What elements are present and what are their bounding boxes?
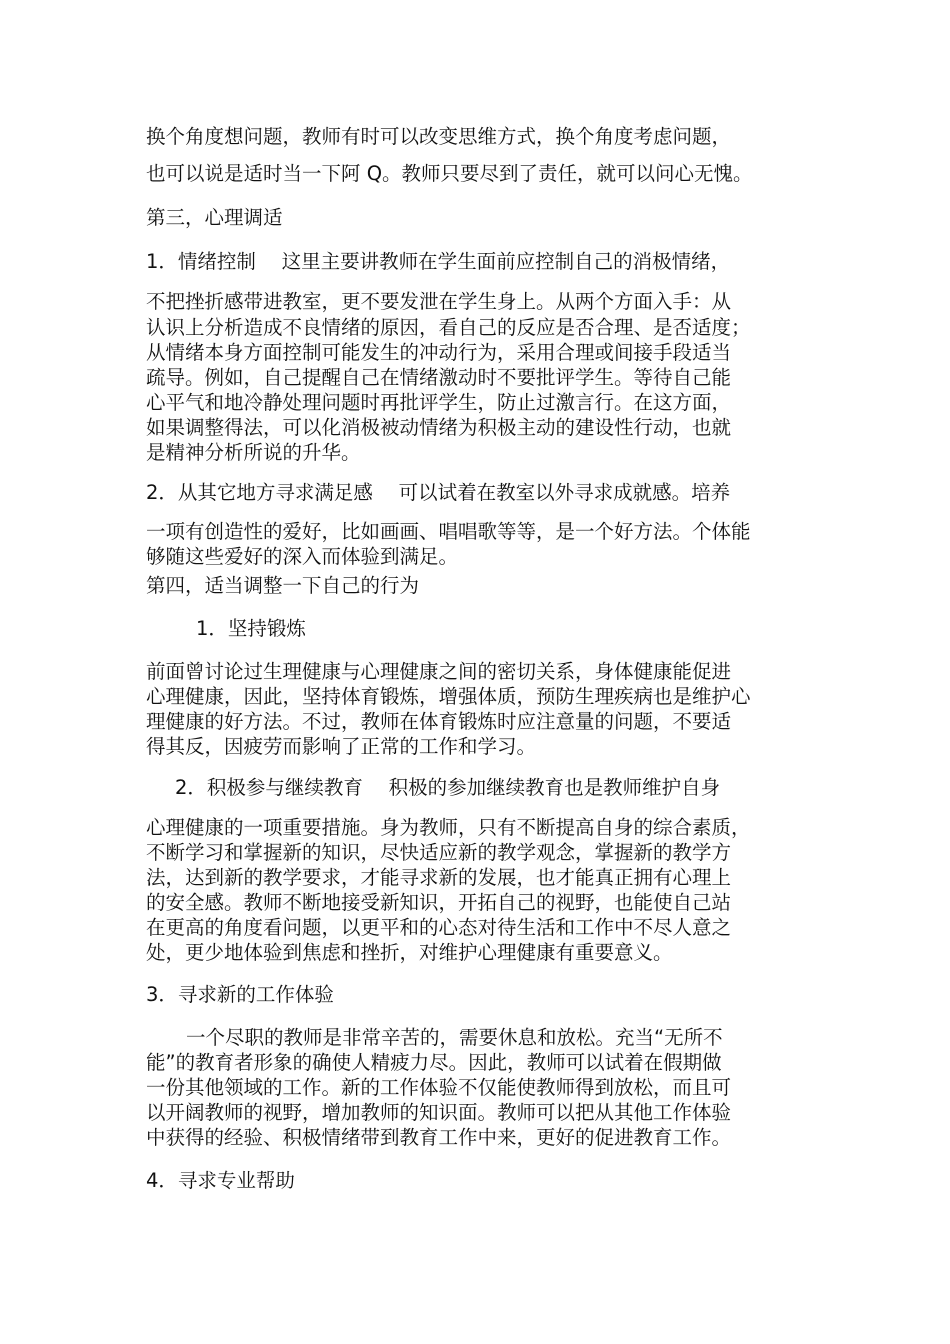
subsection-heading: 2．从其它地方寻求满足感 可以试着在教室以外寻求成就感。培养 <box>146 481 731 504</box>
subsection-heading: 3．寻求新的工作体验 <box>146 983 334 1006</box>
text-line: 一份其他领域的工作。新的工作体验不仅能使教师得到放松，而且可 <box>146 1076 732 1099</box>
text-line: 不把挫折感带进教室，更不要发泄在学生身上。从两个方面入手：从 <box>146 290 732 313</box>
subsection-heading: 1．情绪控制 这里主要讲教师在学生面前应控制自己的消极情绪， <box>146 250 731 273</box>
text-line: 一项有创造性的爱好，比如画画、唱唱歌等等，是一个好方法。个体能 <box>146 520 751 543</box>
text-line: 中获得的经验、积极情绪带到教育工作中来，更好的促进教育工作。 <box>146 1126 732 1149</box>
text-line: 是精神分析所说的升华。 <box>146 441 361 464</box>
text-line: 理健康的好方法。不过，教师在体育锻炼时应注意量的问题，不要适 <box>146 710 732 733</box>
text-line: 也可以说是适时当一下阿 Q。教师只要尽到了责任，就可以问心无愧。 <box>146 162 753 185</box>
text-line: 认识上分析造成不良情绪的原因，看自己的反应是否合理、是否适度； <box>146 316 751 339</box>
text-line: 在更高的角度看问题，以更平和的心态对待生活和工作中不尽人意之 <box>146 916 732 939</box>
text-line: 够随这些爱好的深入而体验到满足。 <box>146 545 459 568</box>
text-line: 疏导。例如，自己提醒自己在情绪激动时不要批评学生。等待自己能 <box>146 366 732 389</box>
text-line: 换个角度想问题，教师有时可以改变思维方式，换个角度考虑问题， <box>146 125 732 148</box>
subsection-heading: 2．积极参与继续教育 积极的参加继续教育也是教师维护自身 <box>175 776 721 799</box>
text-line: 处，更少地体验到焦虑和挫折，对维护心理健康有重要意义。 <box>146 941 673 964</box>
text-line: 从情绪本身方面控制可能发生的冲动行为，采用合理或间接手段适当 <box>146 341 732 364</box>
text-line: 法，达到新的教学要求，才能寻求新的发展，也才能真正拥有心理上 <box>146 866 732 889</box>
text-line: 心平气和地冷静处理问题时再批评学生，防止过激言行。在这方面， <box>146 391 732 414</box>
text-line: 前面曾讨论过生理健康与心理健康之间的密切关系，身体健康能促进 <box>146 660 732 683</box>
text-line: 能”的教育者形象的确使人精疲力尽。因此，教师可以试着在假期做 <box>146 1051 722 1074</box>
subsection-heading: 4．寻求专业帮助 <box>146 1169 295 1192</box>
section-heading: 第四，适当调整一下自己的行为 <box>146 574 420 597</box>
subsection-heading: 1．坚持锻炼 <box>196 617 306 640</box>
text-line: 以开阔教师的视野，增加教师的知识面。教师可以把从其他工作体验 <box>146 1101 732 1124</box>
text-line: 心理健康，因此，坚持体育锻炼，增强体质，预防生理疾病也是维护心 <box>146 685 751 708</box>
text-line: 得其反，因疲劳而影响了正常的工作和学习。 <box>146 735 537 758</box>
text-line: 不断学习和掌握新的知识，尽快适应新的教学观念，掌握新的教学方 <box>146 841 732 864</box>
section-heading: 第三，心理调适 <box>146 206 283 229</box>
text-line: 心理健康的一项重要措施。身为教师，只有不断提高自身的综合素质， <box>146 816 751 839</box>
text-line: 的安全感。教师不断地接受新知识，开拓自己的视野，也能使自己站 <box>146 891 732 914</box>
text-line: 如果调整得法，可以化消极被动情绪为积极主动的建设性行动，也就 <box>146 416 732 439</box>
text-line: 一个尽职的教师是非常辛苦的，需要休息和放松。充当“无所不 <box>186 1026 723 1049</box>
